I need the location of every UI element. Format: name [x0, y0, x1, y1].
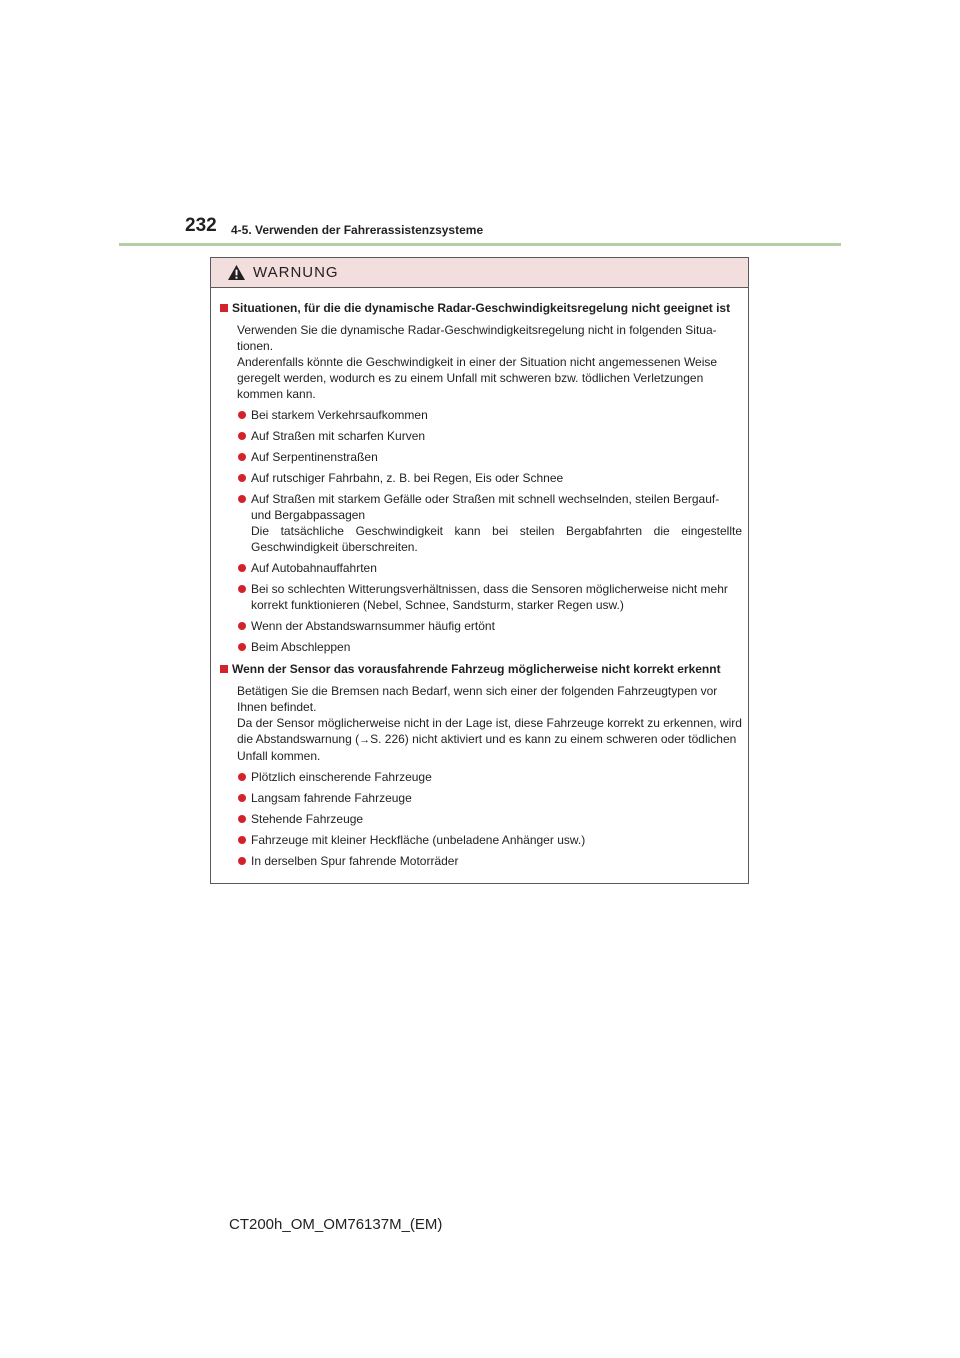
warning-title: WARNUNG	[253, 264, 339, 281]
section-heading-text: Wenn der Sensor das vorausfahrende Fahrzeug möglicherweise nicht korrekt erkennt	[232, 662, 721, 676]
red-bullet-icon	[238, 432, 246, 440]
red-square-icon	[220, 304, 228, 312]
warning-triangle-icon	[227, 264, 246, 281]
paragraph-text: Da der Sensor möglicherweise nicht in der Lage ist, diese Fahrzeuge korrekt zu erkennen, wird die Abstandswarnung (	[237, 716, 742, 746]
list-item-text: Beim Abschleppen	[251, 640, 351, 654]
list-item-text: Stehende Fahrzeuge	[251, 812, 364, 826]
paragraph-text: Betätigen Sie die Bremsen nach Bedarf, wenn sich einer der folgenden Fahrzeugtypen vor Ihnen befindet.	[237, 684, 718, 714]
list-item	[219, 428, 742, 444]
red-bullet-icon	[238, 411, 246, 419]
list-item-text: Auf rutschiger Fahrbahn, z. B. bei Regen, Eis oder Schnee	[251, 471, 564, 485]
warning-body	[211, 288, 748, 869]
warning-box	[210, 257, 749, 884]
list-item-text: Auf Straßen mit starkem Gefälle oder Straßen mit schnell wechselnden, steilen Bergauf- und Bergabpassagen	[251, 492, 720, 522]
list-item	[219, 832, 742, 848]
list-item	[219, 790, 742, 806]
list-item	[219, 449, 742, 465]
section-heading	[219, 661, 742, 677]
red-bullet-icon	[238, 474, 246, 482]
list-item	[219, 618, 742, 634]
paragraph	[237, 683, 742, 764]
red-bullet-icon	[238, 622, 246, 630]
red-bullet-icon	[238, 453, 246, 461]
list-item-text: Auf Serpentinenstraßen	[251, 450, 378, 464]
list-item	[219, 491, 742, 555]
red-bullet-icon	[238, 564, 246, 572]
list-item-text: Auf Straßen mit scharfen Kurven	[251, 429, 426, 443]
list-item-text: Wenn der Abstandswarnsummer häufig ertönt	[251, 619, 495, 633]
list-item-text: Bei starkem Verkehrsaufkommen	[251, 408, 428, 422]
red-bullet-icon	[238, 585, 246, 593]
list-item-body	[251, 491, 742, 555]
red-bullet-icon	[238, 495, 246, 503]
list-item-text: Fahrzeuge mit kleiner Heckfläche (unbeladene Anhänger usw.)	[251, 833, 586, 847]
list-item	[219, 470, 742, 486]
list-item	[219, 581, 742, 613]
list-item-text: Bei so schlechten Witterungsverhältnissen, dass die Sensoren möglicherweise nicht mehr korrekt funktionieren (Nebel, Schnee, Sandsturm, starker Regen usw.)	[251, 582, 728, 612]
section-heading-text: Situationen, für die die dynamische Radar-Geschwindigkeitsregelung nicht geeignet ist	[232, 301, 731, 315]
red-bullet-icon	[238, 794, 246, 802]
arrow-right-icon: →	[359, 734, 371, 746]
list-item	[219, 560, 742, 576]
list-item-text: Plötzlich einscherende Fahrzeuge	[251, 770, 432, 784]
list-item-text: Auf Autobahnauffahrten	[251, 561, 377, 575]
list-item-text: In derselben Spur fahrende Motorräder	[251, 854, 459, 868]
list-item	[219, 853, 742, 869]
list-item	[219, 639, 742, 655]
bullet-list	[219, 769, 742, 869]
list-item	[219, 769, 742, 785]
page-reference-link[interactable]: S. 226) nicht aktiviert und es kann zu einem schweren oder tödlichen Unfall kommen.	[237, 732, 737, 763]
list-item-note: Die tatsächliche Geschwindigkeit kann bei steilen Bergabfahrten die eingestellte Geschwindigkeit überschreiten.	[251, 524, 742, 554]
red-bullet-icon	[238, 773, 246, 781]
list-item-text: Langsam fahrende Fahrzeuge	[251, 791, 412, 805]
section-heading	[219, 300, 742, 316]
document-code: CT200h_OM_OM76137M_(EM)	[229, 1216, 443, 1233]
bullet-list	[219, 407, 742, 655]
paragraph-text: Verwenden Sie die dynamische Radar-Geschwindigkeitsregelung nicht in folgenden Situa- tionen.	[237, 323, 717, 353]
header-rule	[119, 243, 841, 246]
red-bullet-icon	[238, 857, 246, 865]
red-bullet-icon	[238, 643, 246, 651]
list-item	[219, 407, 742, 423]
red-bullet-icon	[238, 815, 246, 823]
red-bullet-icon	[238, 836, 246, 844]
paragraph	[237, 322, 742, 402]
list-item	[219, 811, 742, 827]
red-square-icon	[220, 665, 228, 673]
paragraph-text: Anderenfalls könnte die Geschwindigkeit in einer der Situation nicht angemessenen Weise geregelt werden, wodurch es zu einem Unfall mit schweren bzw. tödlichen Verletzungen kommen kann.	[237, 355, 718, 401]
section-title: 4-5. Verwenden der Fahrerassistenzsysteme	[231, 223, 484, 237]
warning-header	[211, 258, 748, 288]
page-number: 232	[185, 215, 217, 236]
